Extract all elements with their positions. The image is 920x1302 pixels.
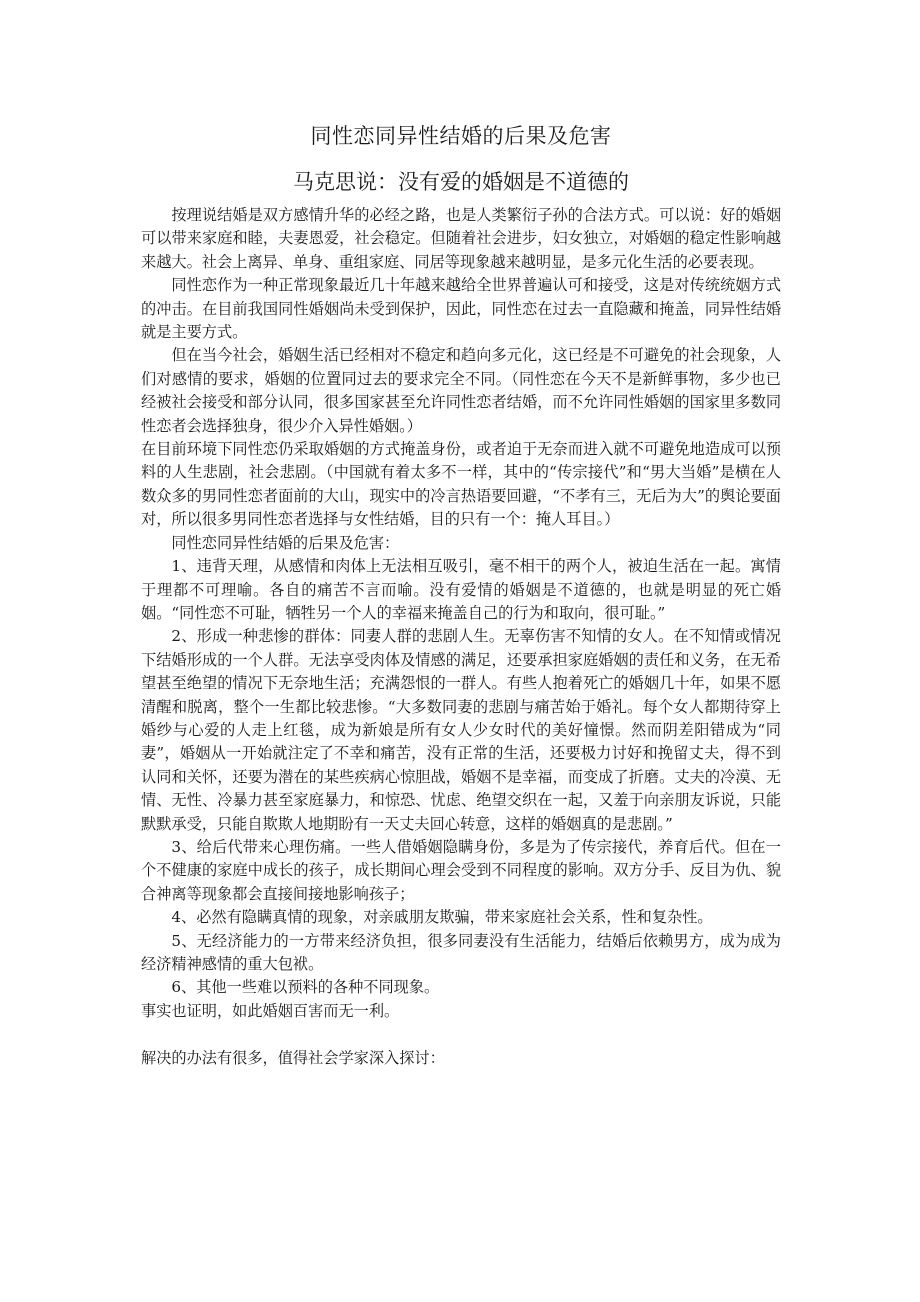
paragraph-solutions: 解决的办法有很多，值得社会学家深入探讨： xyxy=(141,1048,445,1067)
paragraph-homosexuality: 同性恋作为一种正常现象最近几十年越来越给全世界普遍认可和接受，这是对传统统姻方式的冲击。在目前我国同性婚姻尚未受到保护，因此，同性恋在过去一直隐藏和掩盖，同异性结婚就是主要方式。 xyxy=(141,276,781,342)
paragraph-conclusion: 事实也证明，如此婚姻百害而无一利。 xyxy=(141,1001,400,1020)
document-title: 同性恋同异性结婚的后果及危害 xyxy=(310,124,612,148)
list-item-6: 6、其他一些难以预料的各种不同现象。 xyxy=(171,978,440,997)
list-item-1: 1、违背天理，从感情和肉体上无法相互吸引，毫不相干的两个人，被迫生活在一起。寓情于理都不可理喻。各自的痛苦不言而喻。没有爱情的婚姻是不道德的，也就是明显的死亡婚姻。“同性恋不可耻，牺牲另一个人的幸福来掩盖自己的行为和取向，很可耻。” xyxy=(141,557,781,622)
document-page xyxy=(141,118,781,1070)
list-item-5: 5、无经济能力的一方带来经济负担，很多同妻没有生活能力，结婚后依赖男方，成为成为经济精神感情的重大包袱。 xyxy=(141,931,781,973)
document-subtitle: 马克思说：没有爱的婚姻是不道德的 xyxy=(293,170,629,194)
list-item-4: 4、必然有隐瞒真情的现象，对亲戚朋友欺骗，带来家庭社会关系，性和复杂性。 xyxy=(171,908,713,927)
blank-line xyxy=(141,1023,781,1046)
list-item-2: 2、形成一种悲惨的群体：同妻人群的悲剧人生。无辜伤害不知情的女人。在不知情或情况下结婚形成的一个人群。无法享受肉体及情感的满足，还要承担家庭婚姻的责任和义务，在无希望甚至绝望的情况下无奈地生活；充满怨恨的一群人。有些人抱着死亡的婚姻几十年，如果不愿清醒和脱离，整个一生都比较悲惨。“大多数同妻的悲剧与痛苦始于婚礼。每个女人都期待穿上婚纱与心爱的人走上红毯，成为新娘是所有女人少女时代的美好憧憬。然而阴差阳错成为“同妻”，婚姻从一开始就注定了不幸和痛苦，没有正常的生活，还要极力讨好和挽留丈夫，得不到认同和关怀，还要为潜在的某些疾病心惊胆战，婚姻不是幸福，而变成了折磨。丈夫的冷漠、无情、无性、冷暴力甚至家庭暴力，和惊恐、忧虑、绝望交织在一起，又羞于向亲朋友诉说，只能默默承受，只能自欺欺人地期盼有一天丈夫回心转意，这样的婚姻真的是悲剧。” xyxy=(141,627,781,833)
paragraph-intro: 按理说结婚是双方感情升华的必经之路，也是人类繁衍子孙的合法方式。可以说：好的婚姻可以带来家庭和睦，夫妻恩爱，社会稳定。但随着社会进步，妇女独立，对婚姻的稳定性影响越来越大。社会上离异、单身、重组家庭、同居等现象越来越明显，是多元化生活的必要表现。 xyxy=(141,206,781,271)
paragraph-consequences-heading: 同性恋同异性结婚的后果及危害： xyxy=(171,533,400,552)
list-item-3: 3、给后代带来心理伤痛。一些人借婚姻隐瞒身份，多是为了传宗接代，养育后代。但在一个不健康的家庭中成长的孩子，成长期间心理会受到不同程度的影响。双方分手、反目为仇、貌合神离等现象都会直接间接地影响孩子； xyxy=(141,837,781,903)
paragraph-modern-society: 但在当今社会，婚姻生活已经相对不稳定和趋向多元化，这已经是不可避免的社会现象，人们对感情的要求，婚姻的位置同过去的要求完全不同。（同性恋在今天不是新鲜事物，多少也已经被社会接受和部分认同，很多国家甚至允许同性恋者结婚，而不允许同性婚姻的国家里多数同性恋者会选择独身，很少介入异性婚姻。） xyxy=(141,346,781,435)
paragraph-current-environment: 在目前环境下同性恋仍采取婚姻的方式掩盖身份，或者迫于无奈而进入就不可避免地造成可以预料的人生悲剧，社会悲剧。（中国就有着太多不一样，其中的“传宗接代”和“男大当婚”是横在人数众多的男同性恋者面前的大山，现实中的冷言热语要回避，“不孝有三，无后为大”的舆论要面对，所以很多男同性恋者选择与女性结婚，目的只有一个：掩人耳目。） xyxy=(141,440,781,529)
